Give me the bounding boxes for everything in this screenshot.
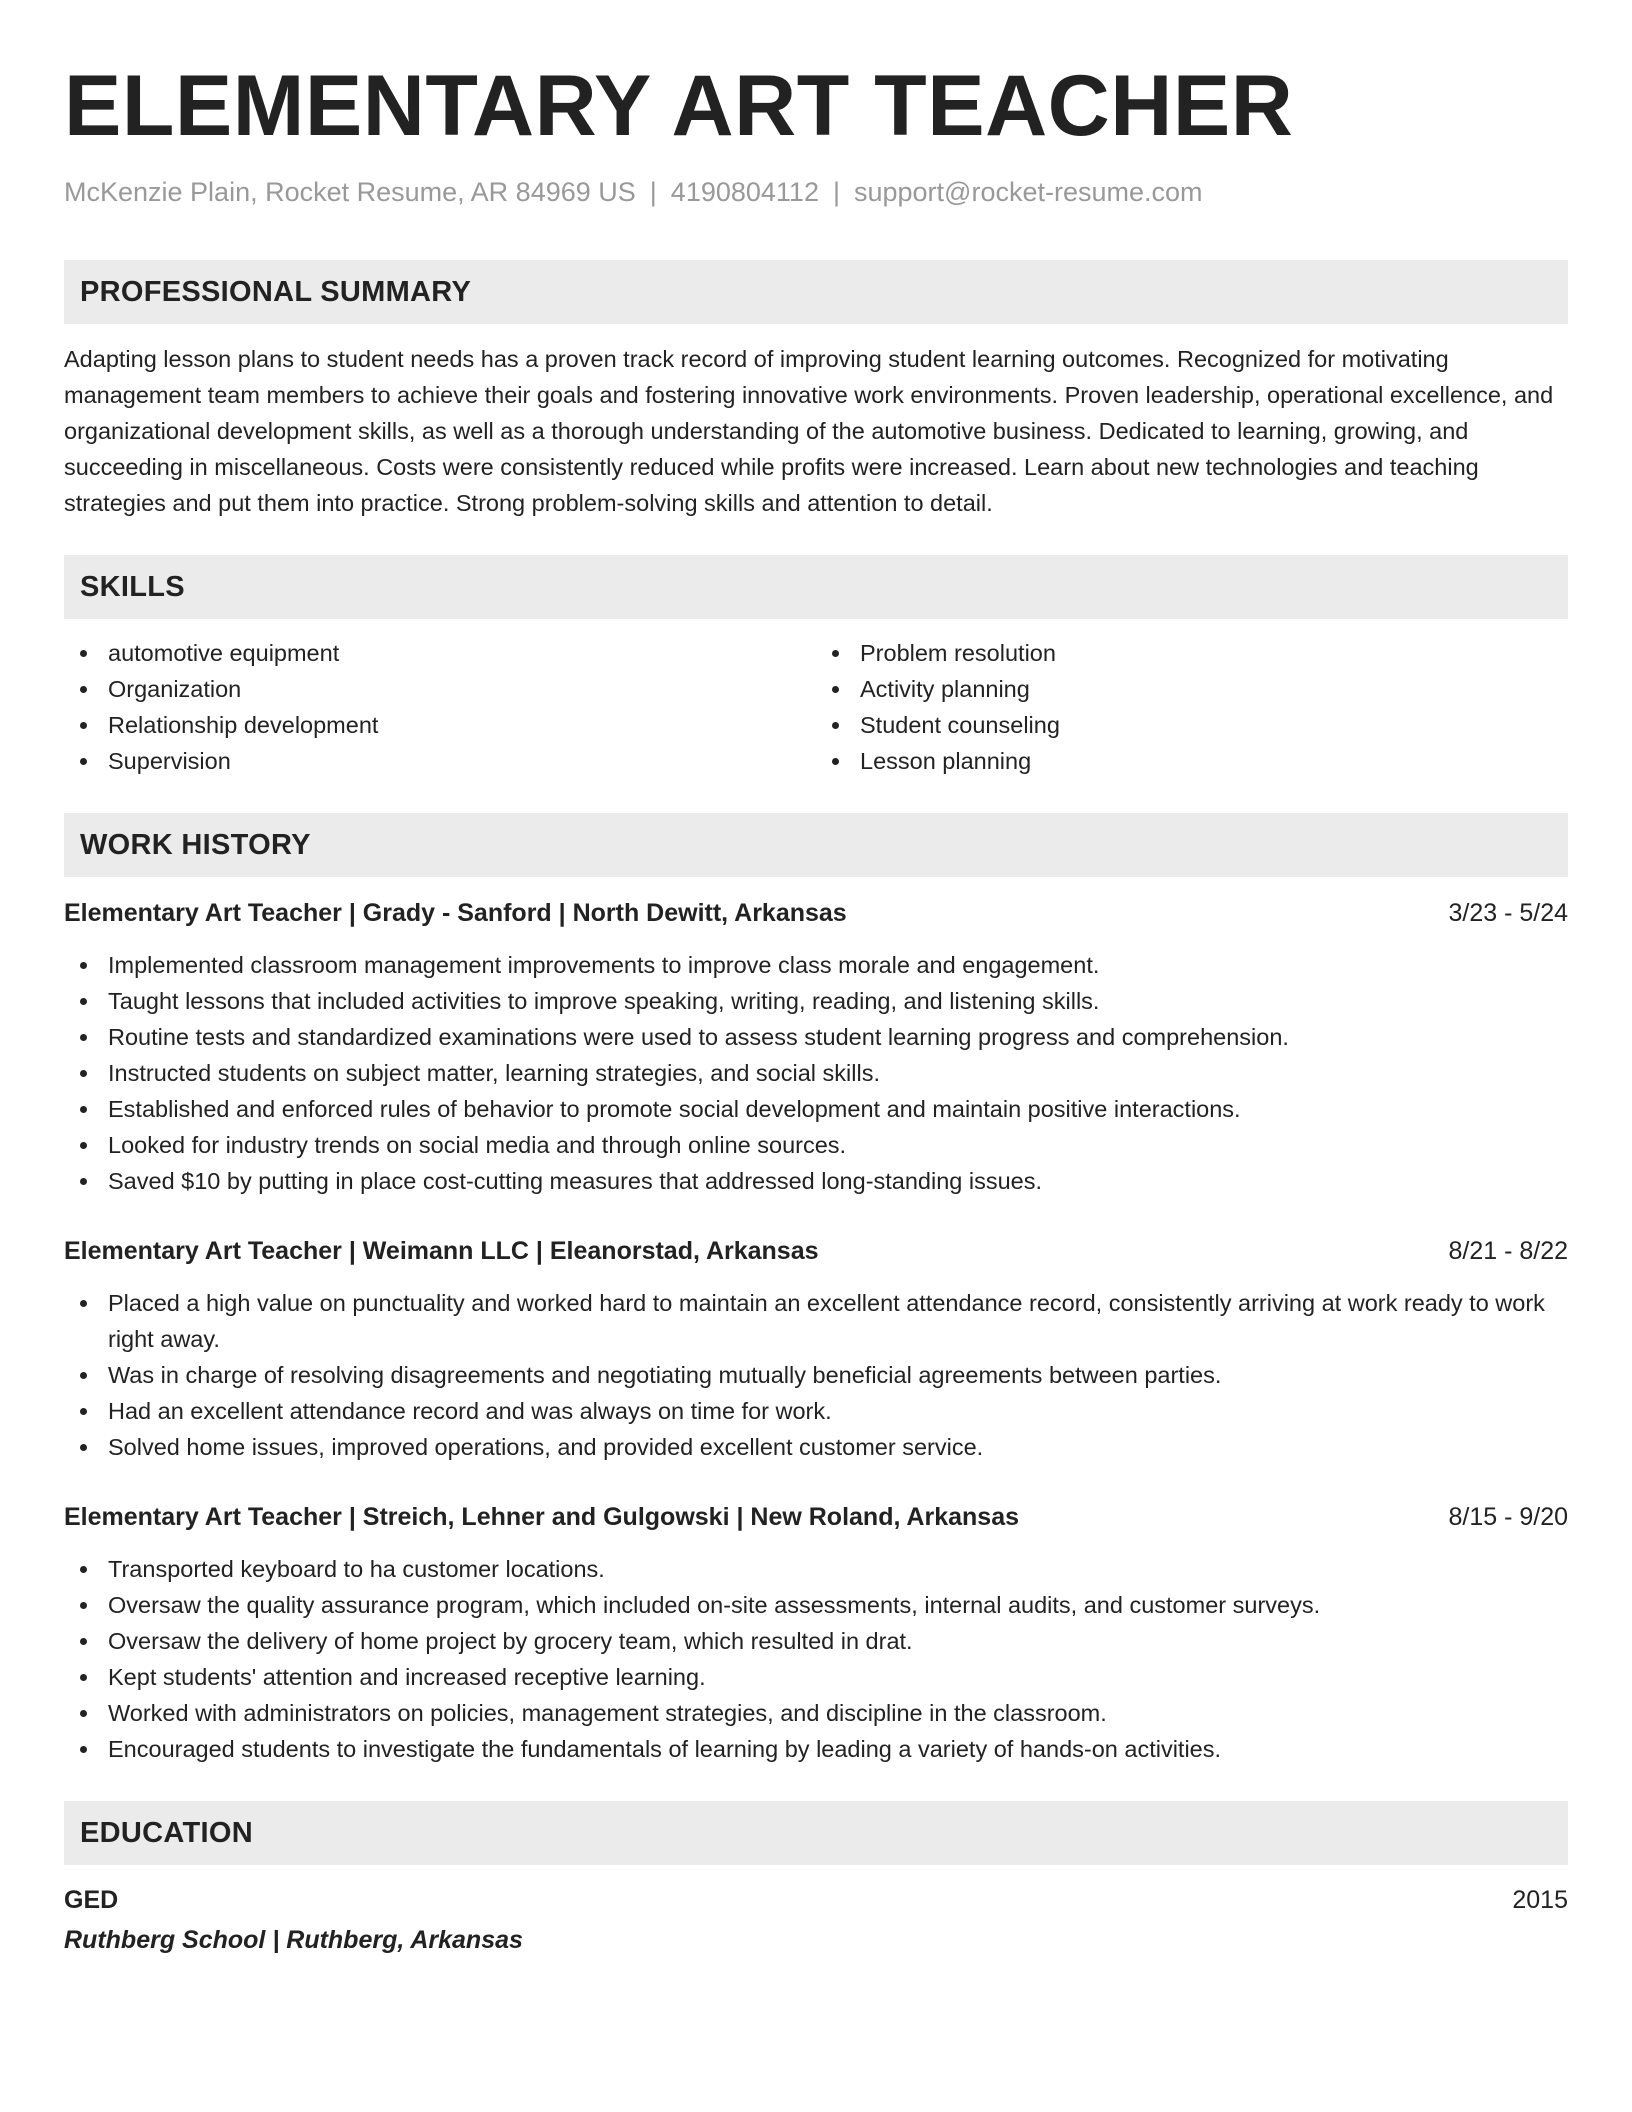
contact-separator: | <box>649 177 657 207</box>
job-bullet: Encouraged students to investigate the fundamentals of learning by leading a variety of hands-on activities. <box>64 1731 1568 1767</box>
resume-name: ELEMENTARY ART TEACHER <box>64 58 1294 154</box>
job-bullet: Placed a high value on punctuality and worked hard to maintain an excellent attendance record, consistently arriving at work ready to work right away. <box>64 1285 1568 1357</box>
job-title: Elementary Art Teacher | Grady - Sanford | North Dewitt, Arkansas <box>64 899 847 927</box>
job-bullet: Had an excellent attendance record and was always on time for work. <box>64 1393 1568 1429</box>
skill-item: Student counseling <box>860 707 1568 743</box>
job-entry <box>64 1499 1568 1767</box>
job-bullet: Routine tests and standardized examinations were used to assess student learning progress and comprehension. <box>64 1019 1568 1055</box>
education-entry <box>64 1882 1568 1958</box>
education-heading: EDUCATION <box>64 1801 1568 1865</box>
education-header <box>64 1882 1568 1918</box>
job-bullet: Taught lessons that included activities to improve speaking, writing, reading, and listening skills. <box>64 983 1568 1019</box>
job-dates: 3/23 - 5/24 <box>1448 899 1568 927</box>
job-bullets <box>64 1285 1568 1465</box>
job-entry <box>64 895 1568 1199</box>
skills-column-left <box>64 635 816 779</box>
contact-phone: 4190804112 <box>670 177 819 207</box>
job-title: Elementary Art Teacher | Streich, Lehner and Gulgowski | New Roland, Arkansas <box>64 1503 1020 1531</box>
job-header <box>64 1233 1568 1269</box>
skill-item: automotive equipment <box>108 635 816 671</box>
contact-separator: | <box>832 177 840 207</box>
job-bullet: Looked for industry trends on social media and through online sources. <box>64 1127 1568 1163</box>
job-bullet: Implemented classroom management improvements to improve class morale and engagement. <box>64 947 1568 983</box>
job-bullet: Established and enforced rules of behavior to promote social development and maintain positive interactions. <box>64 1091 1568 1127</box>
job-bullet: Was in charge of resolving disagreements and negotiating mutually beneficial agreements between parties. <box>64 1357 1568 1393</box>
contact-line <box>64 174 1568 210</box>
job-bullet: Solved home issues, improved operations, and provided excellent customer service. <box>64 1429 1568 1465</box>
work-history-heading: WORK HISTORY <box>64 813 1568 877</box>
job-dates: 8/21 - 8/22 <box>1448 1237 1568 1265</box>
education-degree: GED <box>64 1886 119 1914</box>
skills-column-right <box>816 635 1568 779</box>
skill-item: Organization <box>108 671 816 707</box>
skills-heading: SKILLS <box>64 555 1568 619</box>
job-bullet: Kept students' attention and increased receptive learning. <box>64 1659 1568 1695</box>
job-dates: 8/15 - 9/20 <box>1448 1503 1568 1531</box>
contact-address: McKenzie Plain, Rocket Resume, AR 84969 US <box>64 177 636 207</box>
job-bullet: Worked with administrators on policies, management strategies, and discipline in the classroom. <box>64 1695 1568 1731</box>
summary-heading: PROFESSIONAL SUMMARY <box>64 260 1568 324</box>
job-header <box>64 895 1568 931</box>
job-bullet: Oversaw the quality assurance program, which included on-site assessments, internal audits, and customer surveys. <box>64 1587 1568 1623</box>
job-entry <box>64 1233 1568 1465</box>
skill-item: Relationship development <box>108 707 816 743</box>
job-bullet: Instructed students on subject matter, learning strategies, and social skills. <box>64 1055 1568 1091</box>
skill-item: Problem resolution <box>860 635 1568 671</box>
education-school: Ruthberg School | Ruthberg, Arkansas <box>64 1926 523 1954</box>
job-header <box>64 1499 1568 1535</box>
job-bullets <box>64 947 1568 1199</box>
skills-list <box>64 635 1568 779</box>
job-bullet: Saved $10 by putting in place cost-cutting measures that addressed long-standing issues. <box>64 1163 1568 1199</box>
contact-email: support@rocket-resume.com <box>853 177 1203 207</box>
job-bullets <box>64 1551 1568 1767</box>
job-title: Elementary Art Teacher | Weimann LLC | Eleanorstad, Arkansas <box>64 1237 819 1265</box>
job-bullet: Transported keyboard to ha customer locations. <box>64 1551 1568 1587</box>
summary-text: Adapting lesson plans to student needs has a proven track record of improving student learning outcomes. Recognized for motivating management team members to achieve their goals and fostering innovative work environments. Proven leadership, operational excellence, and organizational development skills, as well as a thorough understanding of the automotive business. Dedicated to learning, growing, and succeeding in miscellaneous. Costs were consistently reduced while profits were increased. Learn about new technologies and teaching strategies and put them into practice. Strong problem-solving skills and attention to detail. <box>64 346 1554 516</box>
job-bullet: Oversaw the delivery of home project by grocery team, which resulted in drat. <box>64 1623 1568 1659</box>
skill-item: Lesson planning <box>860 743 1568 779</box>
education-year: 2015 <box>1512 1886 1568 1914</box>
skill-item: Activity planning <box>860 671 1568 707</box>
skill-item: Supervision <box>108 743 816 779</box>
